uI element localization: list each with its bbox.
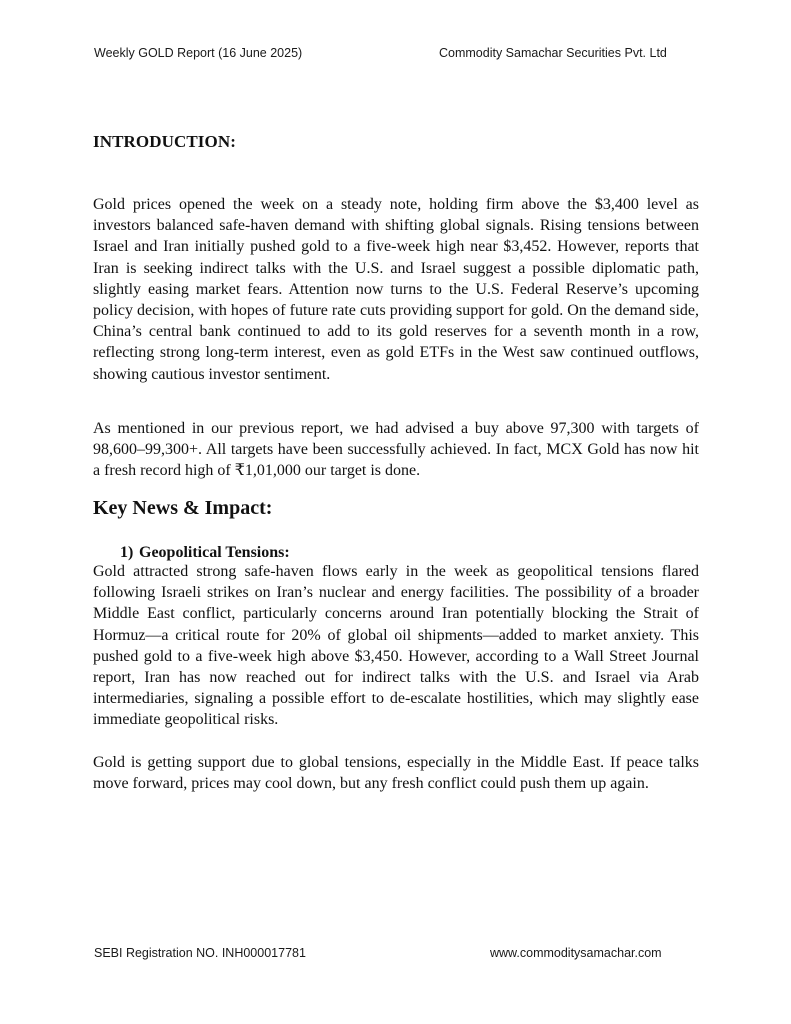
- introduction-paragraph-2: As mentioned in our previous report, we had advised a buy above 97,300 with targets of 98,600–99,300+. All targets have been successfully achieved. In fact, MCX Gold has now hit a fresh record high of ₹1,01,000 our target is done.: [93, 420, 699, 480]
- header-report-title: Weekly GOLD Report (16 June 2025): [94, 46, 303, 60]
- footer-sebi-registration: SEBI Registration NO. INH000017781: [94, 946, 306, 960]
- header-company-name: Commodity Samachar Securities Pvt. Ltd: [439, 46, 667, 60]
- footer-website-link[interactable]: www.commoditysamachar.com: [490, 946, 662, 960]
- key-news-heading: Key News & Impact:: [93, 497, 273, 519]
- key-news-item-title-text: Geopolitical Tensions:: [139, 544, 290, 561]
- key-news-item-paragraph-1: Gold attracted strong safe-haven flows early in the week as geopolitical tensions flared following Israeli strikes on Iran’s nuclear and energy facilities. The possibility of a broader Middle East conflict, particularly concerns around Iran potentially blocking the Strait of Hormuz—a critical route for 20% of global oil shipments—added to market anxiety. This pushed gold to a five-week high above $3,450. However, according to a Wall Street Journal report, Iran has now reached out for indirect talks with the U.S. and Israel via Arab intermediaries, signaling a possible effort to de-escalate hostilities, which may slightly ease immediate geopolitical risks.: [93, 563, 699, 729]
- key-news-item-number: 1): [120, 544, 134, 561]
- key-news-item-paragraph-2: Gold is getting support due to global tensions, especially in the Middle East. If peace talks move forward, prices may cool down, but any fresh conflict could push them up again.: [93, 754, 699, 793]
- introduction-paragraph-1: Gold prices opened the week on a steady note, holding firm above the $3,400 level as investors balanced safe-haven demand with shifting global signals. Rising tensions between Israel and Iran initially pushed gold to a five-week high near $3,452. However, reports that Iran is seeking indirect talks with the U.S. and Israel suggest a possible diplomatic path, slightly easing market fears. Attention now turns to the U.S. Federal Reserve’s upcoming policy decision, with hopes of future rate cuts providing support for gold. On the demand side, China’s central bank continued to add to its gold reserves for a seventh month in a row, reflecting strong long-term interest, even as gold ETFs in the West saw continued outflows, showing cautious investor sentiment.: [93, 196, 699, 383]
- introduction-heading: INTRODUCTION:: [93, 132, 236, 151]
